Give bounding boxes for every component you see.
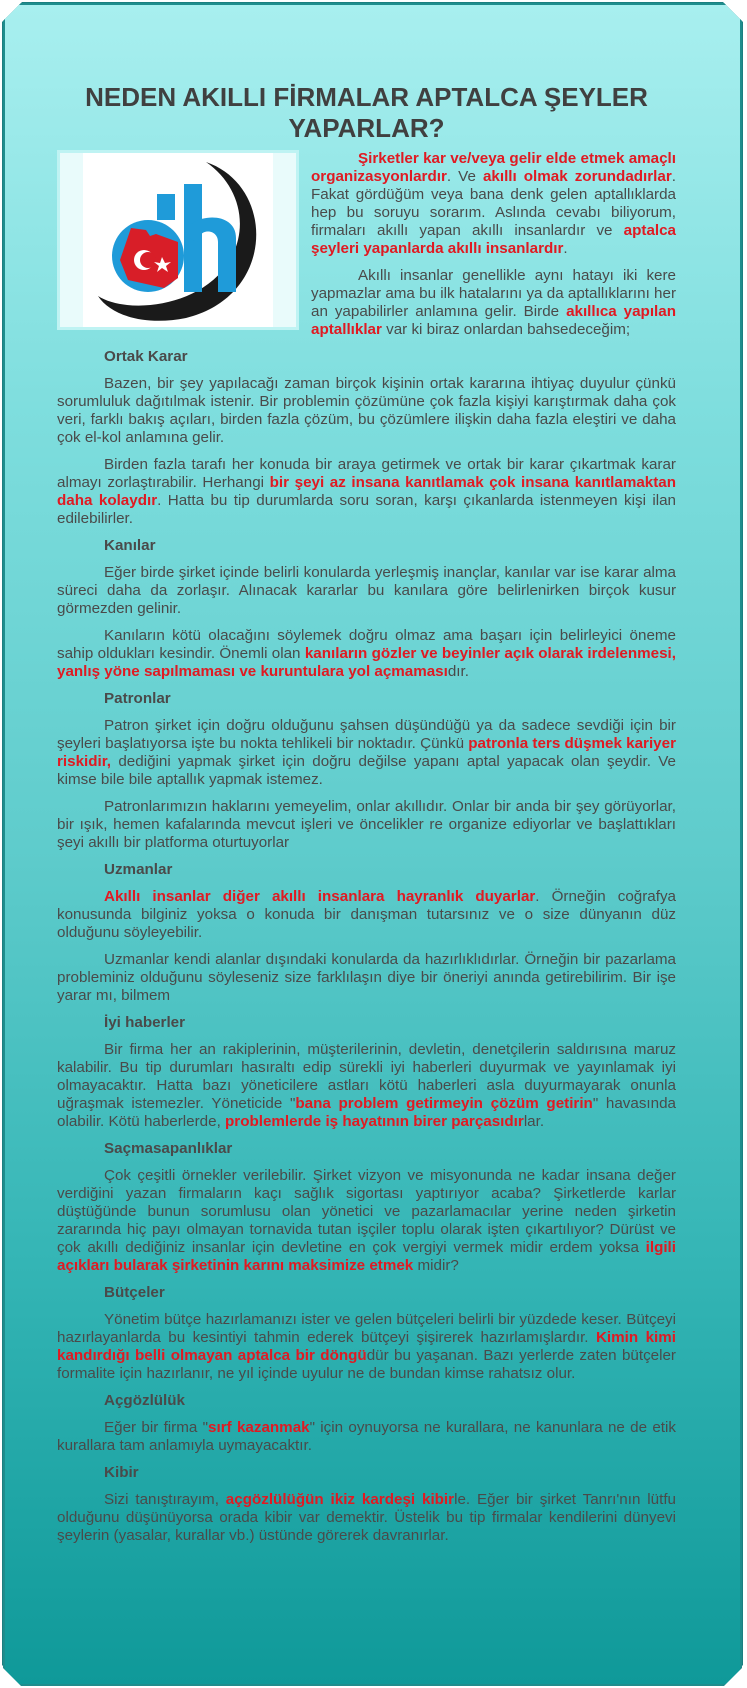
highlighted-text: bana problem getirmeyin çözüm getirin bbox=[295, 1095, 593, 1112]
paragraph-text: Eğer birde şirket içinde belirli konularda yerleşmiş inançlar, kanılar var ise karar alma süreci daha da zorlaşır. Alınacak kararlar bu kanılara göre belirlenirken birçok kusur görmezden gelinir. bbox=[57, 564, 676, 617]
highlighted-text: Kimin kimi kandırdığı belli olmayan aptalca bir döngü bbox=[57, 1329, 676, 1364]
section-heading: Açgözlülük bbox=[104, 1392, 186, 1409]
paragraph-text: Uzmanlar kendi alanlar dışındaki konularda da hazırlıklıdırlar. Örneğin bir pazarlama probleminiz olduğunu söyleseniz size farklılaşın diye bir öneriyi anında getirebilirim. Bir işe yarar mı, bilmem bbox=[57, 951, 676, 1004]
section-heading: Kibir bbox=[104, 1464, 139, 1481]
paragraph-text: " havasında olabilir. Kötü haberlerde, bbox=[57, 1095, 676, 1130]
section-paragraph bbox=[57, 717, 676, 789]
section-paragraph bbox=[57, 1491, 676, 1545]
paragraph-text: . Ve bbox=[446, 168, 483, 185]
sections bbox=[57, 348, 676, 1545]
paragraph-text: Eğer bir firma " bbox=[104, 1419, 209, 1436]
section-paragraph bbox=[57, 564, 676, 618]
paragraph-text: . bbox=[563, 240, 568, 257]
paragraph-text: le. Eğer bir şirket Tanrı'nın lütfu olduğunu düşünüyorsa orada kibir var demektir. Üstelik bu tip firmalar kendilerini dünyevi şeylerin (yasalar, kurallar vb.) üstünde görerek davranırlar. bbox=[57, 1491, 676, 1544]
section-paragraph bbox=[57, 1041, 676, 1131]
highlighted-text: problemlerde iş hayatının birer parçasıdır bbox=[225, 1113, 524, 1130]
paragraph-text: var ki biraz onlardan bahsedeceğim; bbox=[381, 321, 631, 338]
highlighted-text: Şirketler kar ve/veya gelir elde etmek amaçlı organizasyonlardır bbox=[311, 150, 676, 185]
section-heading: Uzmanlar bbox=[104, 861, 173, 878]
paragraph-text: Yönetim bütçe hazırlamanızı ister ve gelen bütçeleri belirli bir yüzdede keser. Bütçeyi hazırlayanlarda bu kesintiyi tahmin ederek bütçeyi şişirerek hazırlamışlardır. bbox=[57, 1311, 676, 1346]
section-paragraph bbox=[57, 888, 676, 942]
section-paragraph bbox=[57, 1311, 676, 1383]
paragraph-text: . Hatta bu tip durumlarda soru soran, karşı çıkanlarda istenmeyen kişi ilan edilebilirler. bbox=[57, 492, 676, 527]
section-paragraph bbox=[57, 1419, 676, 1455]
paragraph-text: Bazen, bir şey yapılacağı zaman birçok kişinin ortak kararına ihtiyaç duyulur çünkü sorumluluk dağıtılmak istenir. Bir problemin çözümüne çok fazla kişiyi karıştırmak daha çok veri, farklı bakış açıları, birden fazla çözüm, bu çözümlere ilişkin daha fazla eleştiri ve daha çok el-kol anlamına gelir. bbox=[57, 375, 676, 446]
paragraph-text: midir? bbox=[413, 1257, 459, 1274]
section-heading: Patronlar bbox=[104, 690, 171, 707]
section-paragraph bbox=[57, 798, 676, 852]
highlighted-text: aptalca şeyleri yapanlarda akıllı insanlardır bbox=[311, 222, 676, 257]
highlighted-text: ilgili açıkları bularak şirketinin karını maksimize etmek bbox=[57, 1239, 676, 1274]
section-paragraph bbox=[57, 627, 676, 681]
page-title: NEDEN AKILLI FİRMALAR APTALCA ŞEYLER YAPARLAR? bbox=[85, 82, 648, 143]
paragraph-text: Birden fazla tarafı her konuda bir araya getirmek ve ortak bir karar çıkartmak karar almayı zorlaştırabilir. Herhangi bbox=[57, 456, 676, 491]
highlighted-text: sırf kazanmak bbox=[208, 1419, 310, 1436]
highlighted-text: kanıların gözler ve beyinler açık olarak irdelenmesi, yanlış yöne sapılmaması ve kuruntulara yol açmaması bbox=[57, 645, 676, 680]
highlighted-text: Akıllı insanlar diğer akıllı insanlara hayranlık duyarlar bbox=[104, 888, 536, 905]
dh-logo-icon bbox=[86, 156, 270, 324]
section-paragraph bbox=[57, 456, 676, 528]
logo-frame bbox=[57, 150, 299, 330]
section-heading: Ortak Karar bbox=[104, 348, 188, 365]
paragraph-text: Çok çeşitli örnekler verilebilir. Şirket vizyon ve misyonunda ne kadar insana değer verdiğini yazan firmaların kaçı sağlık sigortası yaptırıyor acaba? Şirketlerde karlar düştüğünde bunun sorumlusu olan yönetici ve pazarlamacılar yerine neden şirketin zararında hiç payı olmayan tornavida tutan işçiler toplu olarak işten çıkartılıyor? Dürüst ve çok akıllı dediğiniz insanlar için devletine en çok vergiyi vermek midir erdem yoksa bbox=[57, 1167, 676, 1256]
paragraph-text: dır. bbox=[447, 663, 469, 680]
paragraph-text: Akıllı insanlar genellikle aynı hatayı iki kere yapmazlar ama bu ilk hatalarını ya da aptallıklarını her an yapabilirler anlamına gelir. Birde bbox=[311, 267, 676, 320]
paragraph-text: Patron şirket için doğru olduğunu şahsen düşündüğü ya da sadece sevdiği için bir şeyleri başlatıyorsa işte bu nokta tehlikeli bir noktadır. Çünkü bbox=[57, 717, 676, 752]
highlighted-text: bir şeyi az insana kanıtlamak çok insana kanıtlamaktan daha kolaydır bbox=[57, 474, 676, 509]
paragraph-text: Kanıların kötü olacağını söylemek doğru olmaz ama başarı için belirleyici öneme sahip oldukları kesindir. Önemli olan bbox=[57, 627, 676, 662]
paragraph-text: . Örneğin coğrafya konusunda bilginiz yoksa o konuda bir danışman tutarsınız ve o size dünyanın düz olduğunu söyleyebilir. bbox=[57, 888, 676, 941]
section-heading: Kanılar bbox=[104, 537, 156, 554]
paragraph-text: Patronlarımızın haklarını yemeyelim, onlar akıllıdır. Onlar bir anda bir şey görüyorlar, bir ışık, hemen kafalarında mevcut işleri ve öncelikler re organize ediyorlar ve başlattıkları şeyi akıllı bir platforma oturtuyorlar bbox=[57, 798, 676, 851]
section-heading: İyi haberler bbox=[104, 1014, 186, 1031]
highlighted-text: akıllıca yapılan aptallıklar bbox=[311, 303, 677, 338]
paragraph-text: Bir firma her an rakiplerinin, müşterilerinin, devletin, denetçilerin saldırısına maruz kalabilir. Bu tip durumları hasıraltı edip sürekli iyi haberleri duyurmak ve yayınlamak iyi olmayacaktır. Hatta bazı yöneticilere astları kötü haberleri asla duyurmayarak onunla uğraşmak istemezler. Yöneticide " bbox=[57, 1041, 676, 1112]
paragraph-text: dür bu yaşanan. Bazı yerlerde zaten bütçeler formalite için hazırlanır, ne yıl içinde uyulur ne de bundan kimse rahatsız olur. bbox=[57, 1347, 676, 1382]
highlighted-text: akıllı olmak zorundadırlar bbox=[482, 168, 672, 185]
paragraph-text: " için oynuyorsa ne kurallara, ne kanunlara ne de etik kurallara tam anlamıyla uymayacaktır. bbox=[57, 1419, 676, 1454]
section-heading: Saçmasapanlıklar bbox=[104, 1140, 233, 1157]
section-paragraph bbox=[57, 951, 676, 1005]
paragraph-text: Sizi tanıştırayım, bbox=[104, 1491, 226, 1508]
section-heading: Bütçeler bbox=[104, 1284, 165, 1301]
article bbox=[57, 82, 676, 1554]
highlighted-text: açgözlülüğün ikiz kardeşi kibir bbox=[225, 1491, 455, 1508]
paragraph-text: lar. bbox=[523, 1113, 545, 1130]
logo bbox=[83, 153, 273, 327]
paragraph-text: . Fakat gördüğüm veya bana denk gelen aptallıklarda hep bu soruyu sorarım. Aslında cevabı biliyorum, firmaları akıllı yapan akıllı insanlardır ve bbox=[311, 168, 676, 239]
section-paragraph bbox=[57, 1167, 676, 1275]
paragraph-text: dediğini yapmak şirket için doğru değilse yapanı aptal yapacak olan şeydir. Ve kimse bile bile aptallık yapmak istemez. bbox=[57, 753, 676, 788]
section-paragraph bbox=[57, 375, 676, 447]
highlighted-text: patronla ters düşmek kariyer riskidir, bbox=[57, 735, 676, 770]
